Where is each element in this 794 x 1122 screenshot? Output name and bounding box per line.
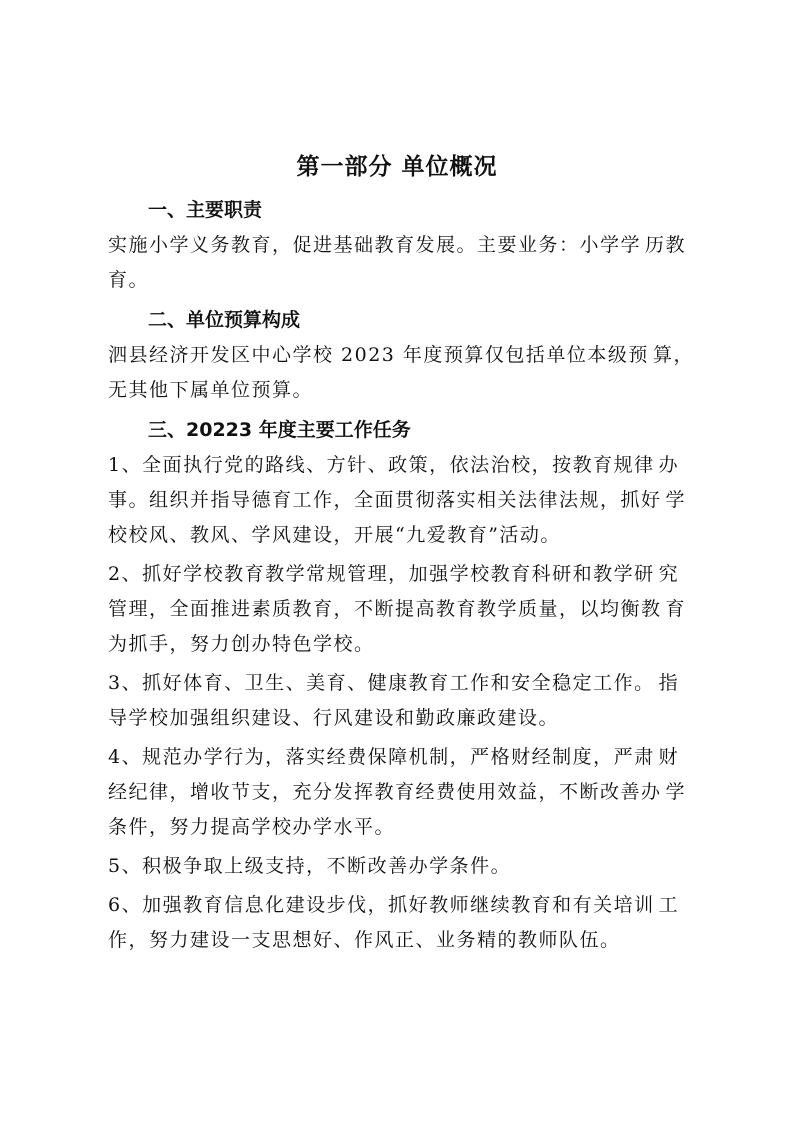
paragraph-line: 4、规范办学行为，落实经费保障机制，严格财经制度，严肃 [108,746,655,768]
task-item-2 [108,557,698,662]
paragraph-line: 指导学校加强组织建设、行风建设和勤政廉政建设。 [108,672,680,729]
paragraph-line: 3、抓好体育、卫生、美育、健康教育工作和安全稳定工作。 [108,672,655,694]
paragraph-line: 财经纪律，增收节支，充分发挥教育经费使用效益，不断改善办 [108,746,680,803]
task-item-1 [108,448,698,553]
task-item-6 [108,888,698,958]
section-heading-duties: 一、主要职责 [148,199,263,221]
page-title: 第一部分 单位概况 [296,154,498,180]
paragraph-line: 办事。组织并指导德育工作，全面贯彻落实相关法律法规，抓好 [108,454,680,511]
paragraph-line: 究管理，全面推进素质教育，不断提高教育教学质量，以均衡教 [108,563,680,620]
section-heading-budget: 二、单位预算构成 [148,309,301,331]
paragraph-line: 学校校风、教风、学风建设，开展“九爱教育”活动。 [108,489,687,546]
paragraph [108,338,698,408]
task-item-3 [108,666,698,736]
paragraph-line: 工作，努力建设一支思想好、作风正、业务精的教师队伍。 [108,894,680,951]
paragraph-line: 算，无其他下属单位预算。 [108,344,694,401]
paragraph-line: 6、加强教育信息化建设步伐，抓好教师继续教育和有关培训 [108,894,655,916]
task-item-4 [108,740,698,845]
document-body [108,192,698,962]
paragraph-line: 学条件，努力提高学校办学水平。 [108,781,687,838]
paragraph-line: 历教育。 [108,234,687,291]
paragraph-line: 泗县经济开发区中心学校 2023 年度预算仅包括单位本级预 [108,344,649,366]
paragraph-line: 2、抓好学校教育教学常规管理，加强学校教育科研和教学研 [108,563,655,585]
paragraph [108,228,698,298]
section-heading-tasks: 三、20223 年度主要工作任务 [148,419,411,441]
paragraph-line: 育为抓手，努力创办特色学校。 [108,598,687,655]
task-item-5 [108,849,698,884]
paragraph-line: 实施小学义务教育，促进基础教育发展。主要业务：小学学 [108,234,642,256]
paragraph-line: 1、全面执行党的路线、方针、政策，依法治校，按教育规律 [108,454,655,476]
paragraph-line: 5、积极争取上级支持，不断改善办学条件。 [108,855,512,877]
